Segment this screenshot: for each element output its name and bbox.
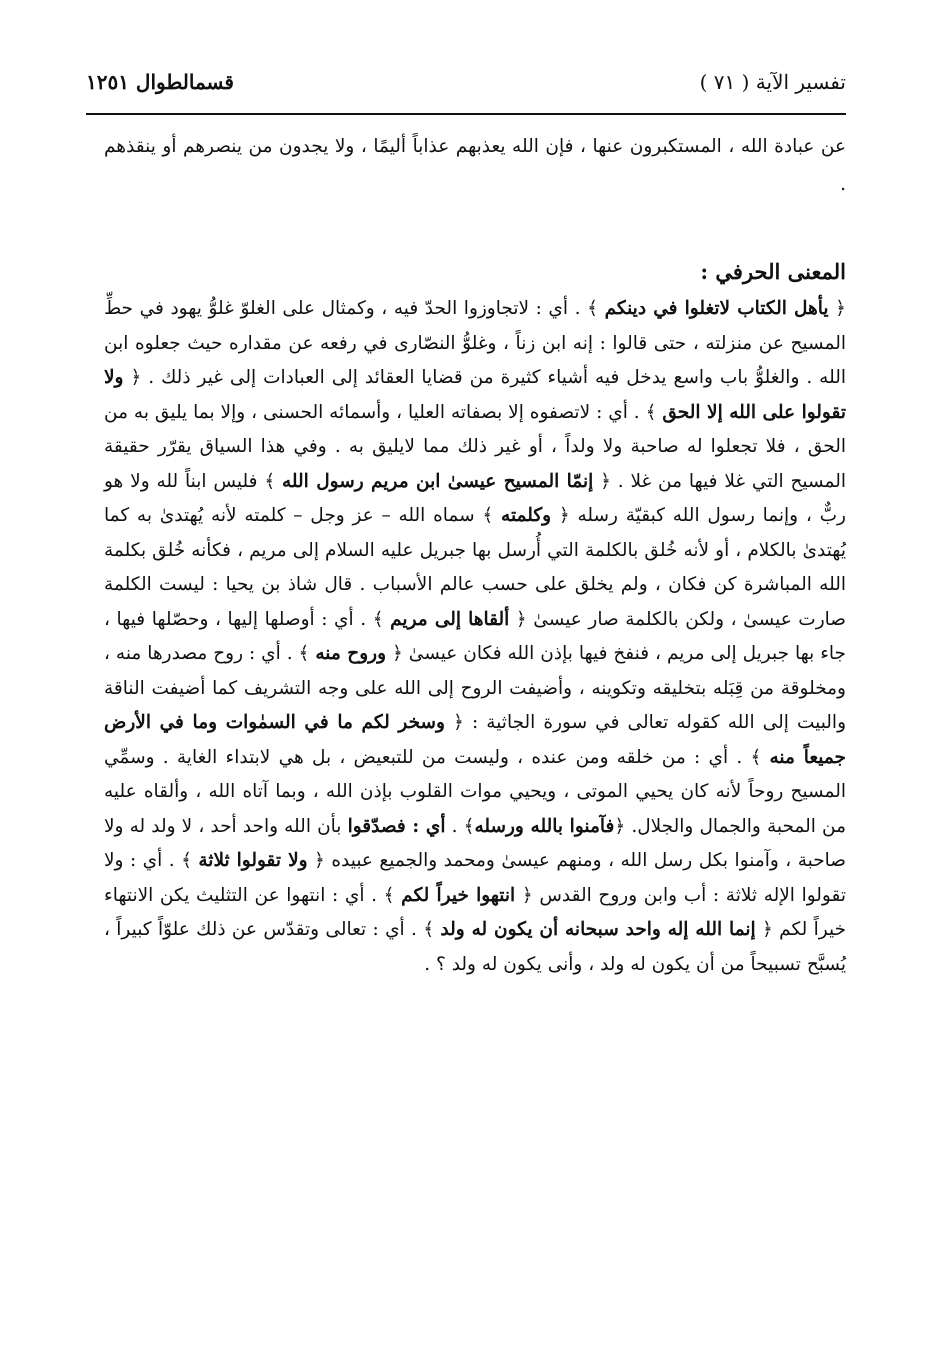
body-text-segment: ﴾ . أي : تعالى وتقدّس عن ذلك علوّاً كبيراً ، يُسبَّح تسبيحاً من أن يكون له ولد ، وأنى يكون له ولد ؟ . <box>104 919 846 975</box>
quran-quote: ألقاها إلى مريم <box>390 608 510 630</box>
emphasized-phrase: أي : فصدّقوا <box>347 815 446 837</box>
quran-quote: وكلمته <box>501 505 552 526</box>
page-number: قسمالطوال ١٢٥١ <box>86 70 234 94</box>
intro-paragraph: عن عبادة الله ، المستكبرون عنها ، فإن الله يعذبهم عذاباً أليمًا ، ولا يجدون من ينصرهم أو ينقذهم . <box>104 136 846 195</box>
commentary-paragraph <box>104 292 846 982</box>
body-text-segment: ﴾ . أي : لاتجاوزوا الحدّ فيه ، وكمثال على الغلوّ غلوُّ يهود في حطِّ المسيح عن منزلته ، حتى قالوا : إنه ابن زناً ، وغلوُّ النصّارى في رفعه عن مقداره حيث جعلوه ابن الله . والغلوُّ باب واسع يدخل فيه أشياء كثيرة من قضايا العقائد إلى العبادات إلى غير ذلك . ﴿ <box>104 298 846 388</box>
body-text-segment: بأن الله واحد أحد ، لا ولد له ولا صاحبة ، وآمنوا بكل رسل الله ، ومنهم عيسىٰ ومحمد والجميع عبيده ﴿ <box>104 815 846 871</box>
quran-quote: ولا تقولوا على الله إلا الحق <box>104 367 846 423</box>
commentary-body <box>104 292 846 982</box>
quran-quote: وروح منه <box>315 643 387 664</box>
quran-quote: فآمنوا بالله ورسله <box>474 815 615 837</box>
quran-quote: وسخر لكم ما في السمٰوات وما في الأرض جميعاً منه <box>104 712 846 768</box>
body-text-segment: ﴾ فليس ابناً لله ولا هو ربٌّ ، وإنما رسول الله كبقيّة رسله ﴿ <box>104 470 846 526</box>
body-text-segment: ﴾ . أي : ولا تقولوا الإله ثلاثة : أب وابن وروح القدس ﴿ <box>104 850 846 906</box>
body-text-segment: ﴾ . أي : لاتصفوه إلا بصفاته العليا ، وأسمائه الحسنى ، وإلا بما يليق به من الحق ، فلا تجعلوا له صاحبة ولا ولداً ، أو غير ذلك مما لايليق به . وفي هذا السياق يقرّر حقيقة المسيح التي غلا فيها من غلا . ﴿ <box>104 401 846 492</box>
quran-quote: يأهل الكتاب لاتغلوا في دينكم <box>604 298 829 319</box>
quran-quote: انتهوا خيراً لكم <box>401 884 516 906</box>
body-text-segment: ﴾ . أي : روح مصدرها منه ، ومخلوقة من قِبَله بتخليقه وتكوينه ، وأضيفت الروح إلى الله على وجه التشريف كما أضيفت الناقة والبيت إلى الله كقوله تعالى في سورة الجاثية : ﴿ <box>104 643 847 733</box>
body-text-segment: ﴾ . أي : أوصلها إليها ، وحصّلها فيها ، جاء بها جبريل إلى مريم ، فنفخ فيها بإذن الله فكان عيسىٰ ﴿ <box>104 608 846 664</box>
quran-quote: إنمّا المسيح عيسىٰ ابن مريم رسول الله <box>282 470 594 492</box>
page-header-title: تفسير الآية ( ٧١ ) <box>699 70 846 94</box>
header-divider <box>86 113 846 115</box>
section-heading: المعنى الحرفي : <box>700 259 846 284</box>
quran-quote: إنما الله إله واحد سبحانه أن يكون له ولد <box>440 919 756 940</box>
body-text-segment: ﴾ . <box>445 815 475 837</box>
body-text-segment: ﴾ سماه الله – عز وجل – كلمته لأنه يُهتدىٰ به كما يُهتدىٰ بالكلام ، أو لأنه خُلق بالكلمة التي أُرسل بها جبريل عليه السلام إلى مريم ، فكأنه خُلق بكلمة الله المباشرة كن فكان ، ولم يخلق على حسب عالم الأسباب . قال شاذ بن يحيا : ليست الكلمة صارت عيسىٰ ، ولكن بالكلمة صار عيسىٰ ﴿ <box>104 505 846 630</box>
body-text-segment: ﴿ <box>828 298 846 319</box>
body-text-segment: ﴾ . أي : من خلقه ومن عنده ، وليست من للتبعيض ، بل هي لابتداء الغاية . وسمِّي المسيح روحاً لأنه كان يحيي الموتى ، ويحيي موات القلوب بإذن الله ، وبما آتاه الله ، وألقاه عليه من المحبة والجمال والجلال. ﴿ <box>104 746 846 837</box>
running-header <box>86 70 846 106</box>
quran-quote: ولا تقولوا ثلاثة <box>198 850 308 871</box>
body-text-segment: ﴾ . أي : انتهوا عن التثليث يكن الانتهاء خيراً لكم ﴿ <box>104 884 847 940</box>
